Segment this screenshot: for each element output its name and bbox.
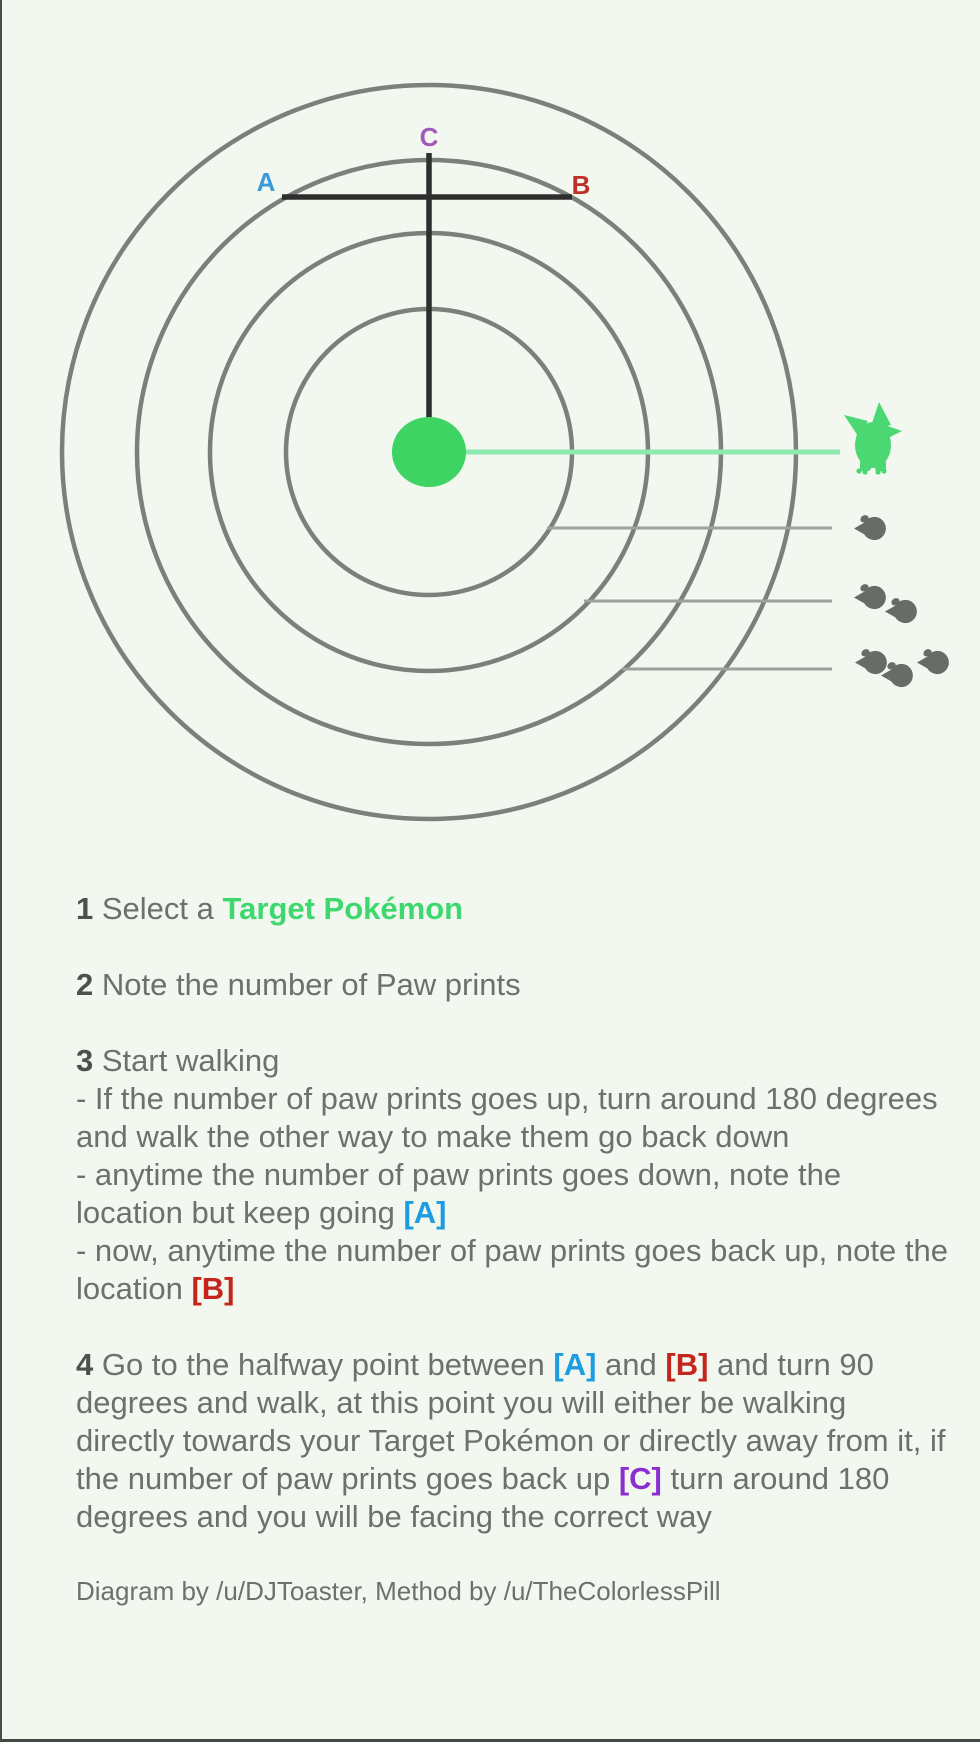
paw-legend-row-2 [854,583,917,623]
step-3-intro-text: Start walking [93,1043,280,1078]
eevee-toe [856,468,861,473]
token-c: [C] [618,1461,662,1496]
token-a: [A] [553,1347,597,1382]
eevee-toe [875,469,880,474]
eevee-toe [862,469,867,474]
step-1-target-pokemon: Target Pokémon [222,891,464,926]
step-2-text: Note the number of Paw prints [93,967,521,1002]
credit-line: Diagram by /u/DJToaster, Method by /u/TheColorlessPill [76,1576,721,1606]
step-4-text-3: and turn 90 degrees and walk, at this point you will either be walking directly towards your Target Pokémon or directly away from it, if the number of paw prints goes back up [76,1347,946,1496]
point-label-c: C [419,122,439,152]
step-2 [76,966,948,1004]
token-a: [A] [403,1195,447,1230]
step-1-text: Select a [93,891,223,926]
token-b: [B] [665,1347,709,1382]
step-3 [76,1042,948,1308]
paw-legend-row-1 [854,514,886,540]
instructions [76,890,948,1608]
step-3-intro [76,1042,948,1080]
step-4-text-2: and [596,1347,666,1382]
step-3-bullet-2 [76,1156,948,1232]
step-1 [76,890,948,928]
step-4-number: 4 [76,1347,94,1382]
step-1-number: 1 [76,891,94,926]
step-3-bullet-3-text: - now, anytime the number of paw prints goes back up, note the location [76,1233,948,1306]
tracking-diagram [2,0,980,860]
center-dot [392,417,466,487]
step-4-text-1: Go to the halfway point between [93,1347,554,1382]
token-b: [B] [191,1271,235,1306]
paw-legend-row-3 [855,648,949,687]
step-2-number: 2 [76,967,94,1002]
step-3-bullet-3 [76,1232,948,1308]
target-pokemon-icon [844,402,902,475]
paw-icon [854,583,886,609]
paw-icon [855,648,887,674]
point-label-b: B [571,170,591,200]
step-4-text-4: turn around 180 degrees and you will be facing the correct way [76,1461,890,1534]
step-4 [76,1346,948,1536]
eevee-toe [881,468,886,473]
step-3-bullet-1 [76,1080,948,1156]
eevee-left-foot [860,460,871,471]
step-3-bullet-2-text: - anytime the number of paw prints goes down, note the location but keep going [76,1157,842,1230]
step-3-bullet-1-text: - If the number of paw prints goes up, turn around 180 degrees and walk the other way to make them go back down [76,1081,938,1154]
eevee-body [855,422,891,468]
paw-icon [854,514,886,540]
construction-lines [282,153,572,452]
step-3-number: 3 [76,1043,94,1078]
point-label-a: A [256,167,276,197]
paw-icon [885,597,917,623]
paw-icon [917,648,949,674]
